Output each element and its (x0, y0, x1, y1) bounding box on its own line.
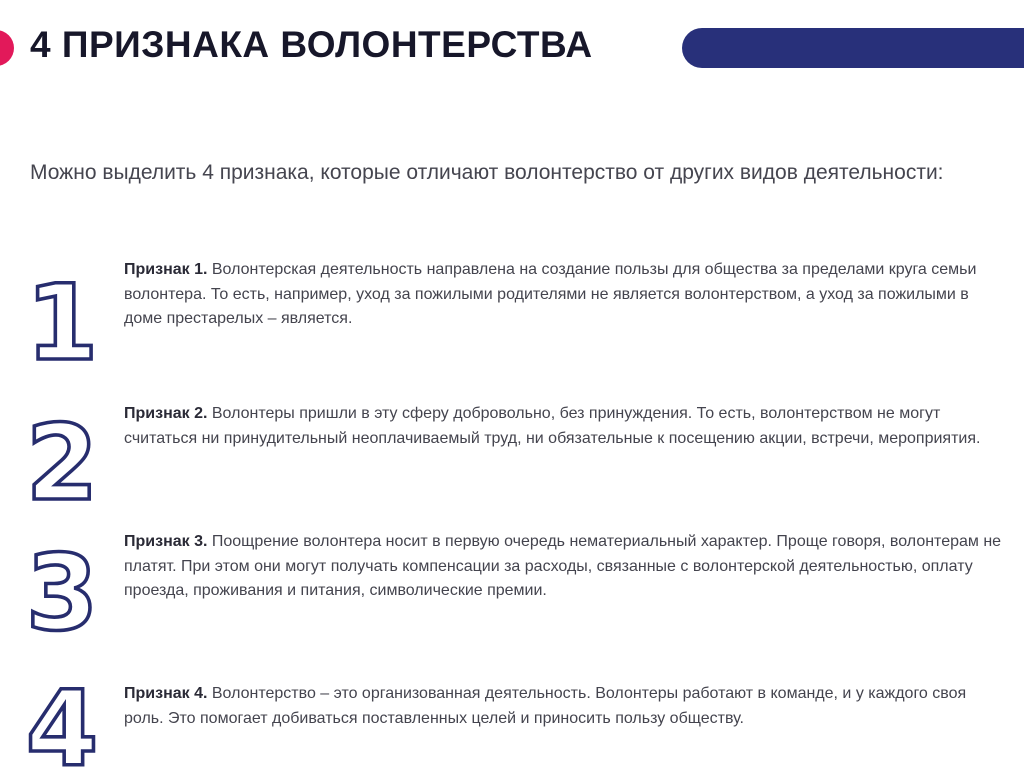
criterion-lead-1: Признак 1. (124, 261, 208, 278)
numeral-4-glyph: 4 (25, 668, 99, 780)
intro-paragraph: Можно выделить 4 признака, которые отличают волонтерство от других видов деятельности: (30, 161, 944, 184)
criterion-text-1 (124, 258, 1004, 332)
numeral-4-icon (12, 670, 112, 780)
navy-bar-decoration (682, 28, 1024, 68)
numeral-1-icon (12, 262, 112, 384)
criterion-body-1: Волонтерская деятельность направлена на создание пользы для общества за пределами круга семьи волонтера. То есть, например, уход за пожилыми родителями не является волонтерством, а уход за пожилыми в доме престарелых – является. (124, 261, 977, 327)
criterion-text-2 (124, 402, 1004, 451)
criterion-body-2: Волонтеры пришли в эту сферу добровольно, без принуждения. То есть, волонтерством не могут считаться ни принудительный неоплачиваемый труд, ни обязательные к посещению акции, встречи, мероприятия. (124, 405, 981, 447)
numeral-2-glyph: 2 (25, 402, 99, 524)
pink-circle-decoration (0, 30, 14, 66)
criterion-body-4: Волонтерство – это организованная деятельность. Волонтеры работают в команде, и у каждого своя роль. Это помогает добиваться поставленных целей и приносить пользу обществу. (124, 685, 967, 727)
numeral-3-glyph: 3 (25, 532, 99, 654)
numeral-2-icon (12, 402, 112, 524)
criterion-body-3: Поощрение волонтера носит в первую очередь нематериальный характер. Проще говоря, волонтерам не платят. При этом они могут получать компенсации за расходы, связанные с волонтерской деятельностью, оплату проезда, проживания и питания, символические премии. (124, 533, 1002, 599)
criterion-lead-4: Признак 4. (124, 685, 208, 702)
criterion-lead-3: Признак 3. (124, 533, 208, 550)
numeral-1-glyph: 1 (25, 262, 99, 384)
criterion-text-4 (124, 682, 1004, 731)
criterion-lead-2: Признак 2. (124, 405, 208, 422)
criterion-text-3 (124, 530, 1004, 604)
slide-title: 4 ПРИЗНАКА ВОЛОНТЕРСТВА (30, 24, 593, 65)
numeral-3-icon (12, 532, 112, 654)
